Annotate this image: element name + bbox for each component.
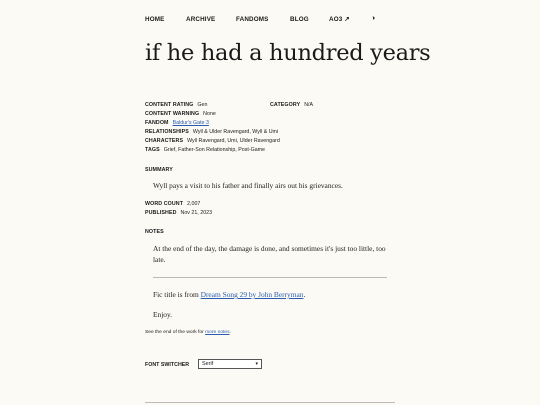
characters-value: Wyll Ravengard, Umi, Ulder Ravengard — [187, 138, 280, 144]
meta-warning-row — [145, 110, 216, 119]
rating-label: CONTENT RATING — [145, 102, 194, 108]
notes-divider — [153, 277, 387, 278]
fandom-label: FANDOM — [145, 120, 169, 126]
nav-fandoms[interactable]: FANDOMS — [236, 16, 269, 23]
dream-song-link[interactable]: Dream Song 29 by John Berryman — [200, 290, 304, 299]
fic-title-note — [153, 290, 389, 301]
published-value: Nov 21, 2023 — [180, 210, 213, 216]
meta-category-row — [270, 101, 313, 110]
tags-value: Grief, Father-Son Relationship, Post-Game — [163, 147, 266, 153]
meta-rating-row — [145, 101, 207, 110]
meta-published-row — [145, 209, 212, 218]
category-label: CATEGORY — [270, 102, 301, 108]
rating-value: Gen — [197, 102, 208, 108]
summary-heading: SUMMARY — [145, 167, 173, 173]
word-count-value: 2,007 — [187, 201, 201, 207]
chevron-down-icon: ▾ — [255, 361, 258, 367]
fic-title-prefix: Fic title is from — [153, 290, 201, 299]
nav-home[interactable]: HOME — [145, 16, 165, 23]
meta-relationships-row — [145, 128, 278, 137]
meta-characters-row — [145, 137, 280, 146]
meta-fandom-row — [145, 119, 209, 128]
warning-label: CONTENT WARNING — [145, 111, 200, 117]
relationships-value: Wyll & Ulder Ravengard, Wyll & Umi — [192, 129, 279, 135]
enjoy-note: Enjoy. — [153, 310, 173, 319]
footer-divider — [145, 402, 395, 403]
work-page — [145, 0, 431, 405]
work-title: if he had a hundred years — [145, 40, 431, 66]
end-notes-prefix: See the end of the work for — [145, 330, 206, 335]
font-switcher-select[interactable] — [198, 359, 262, 369]
category-value: N/A — [304, 102, 314, 108]
word-count-label: WORD COUNT — [145, 201, 184, 207]
warning-value: None — [203, 111, 216, 117]
meta-tags-row — [145, 146, 265, 155]
end-notes-suffix: . — [229, 330, 231, 335]
font-switcher-value: Serif — [202, 361, 214, 367]
summary-text: Wyll pays a visit to his father and finally airs out his grievances. — [153, 181, 343, 190]
fic-title-suffix: . — [303, 290, 306, 299]
notes-heading: NOTES — [145, 229, 164, 235]
nav-ao3-external-link[interactable]: AO3 ↗ — [329, 16, 350, 23]
more-notes-link[interactable]: more notes — [205, 330, 230, 335]
nav-blog[interactable]: BLOG — [290, 16, 309, 23]
end-notes-pointer — [145, 330, 231, 335]
notes-paragraph: At the end of the day, the damage is done, and sometimes it's just too little, too late. — [153, 244, 386, 264]
tags-label: TAGS — [145, 147, 160, 153]
fandom-link[interactable]: Baldur's Gate 3 — [172, 120, 209, 126]
characters-label: CHARACTERS — [145, 138, 184, 144]
relationships-label: RELATIONSHIPS — [145, 129, 189, 135]
font-switcher-label: FONT SWITCHER — [145, 362, 190, 368]
meta-word-count-row — [145, 200, 200, 209]
nav-archive[interactable]: ARCHIVE — [186, 16, 216, 23]
top-nav — [145, 16, 385, 26]
published-label: PUBLISHED — [145, 210, 177, 216]
theme-toggle-icon[interactable]: ◑ — [371, 15, 376, 22]
